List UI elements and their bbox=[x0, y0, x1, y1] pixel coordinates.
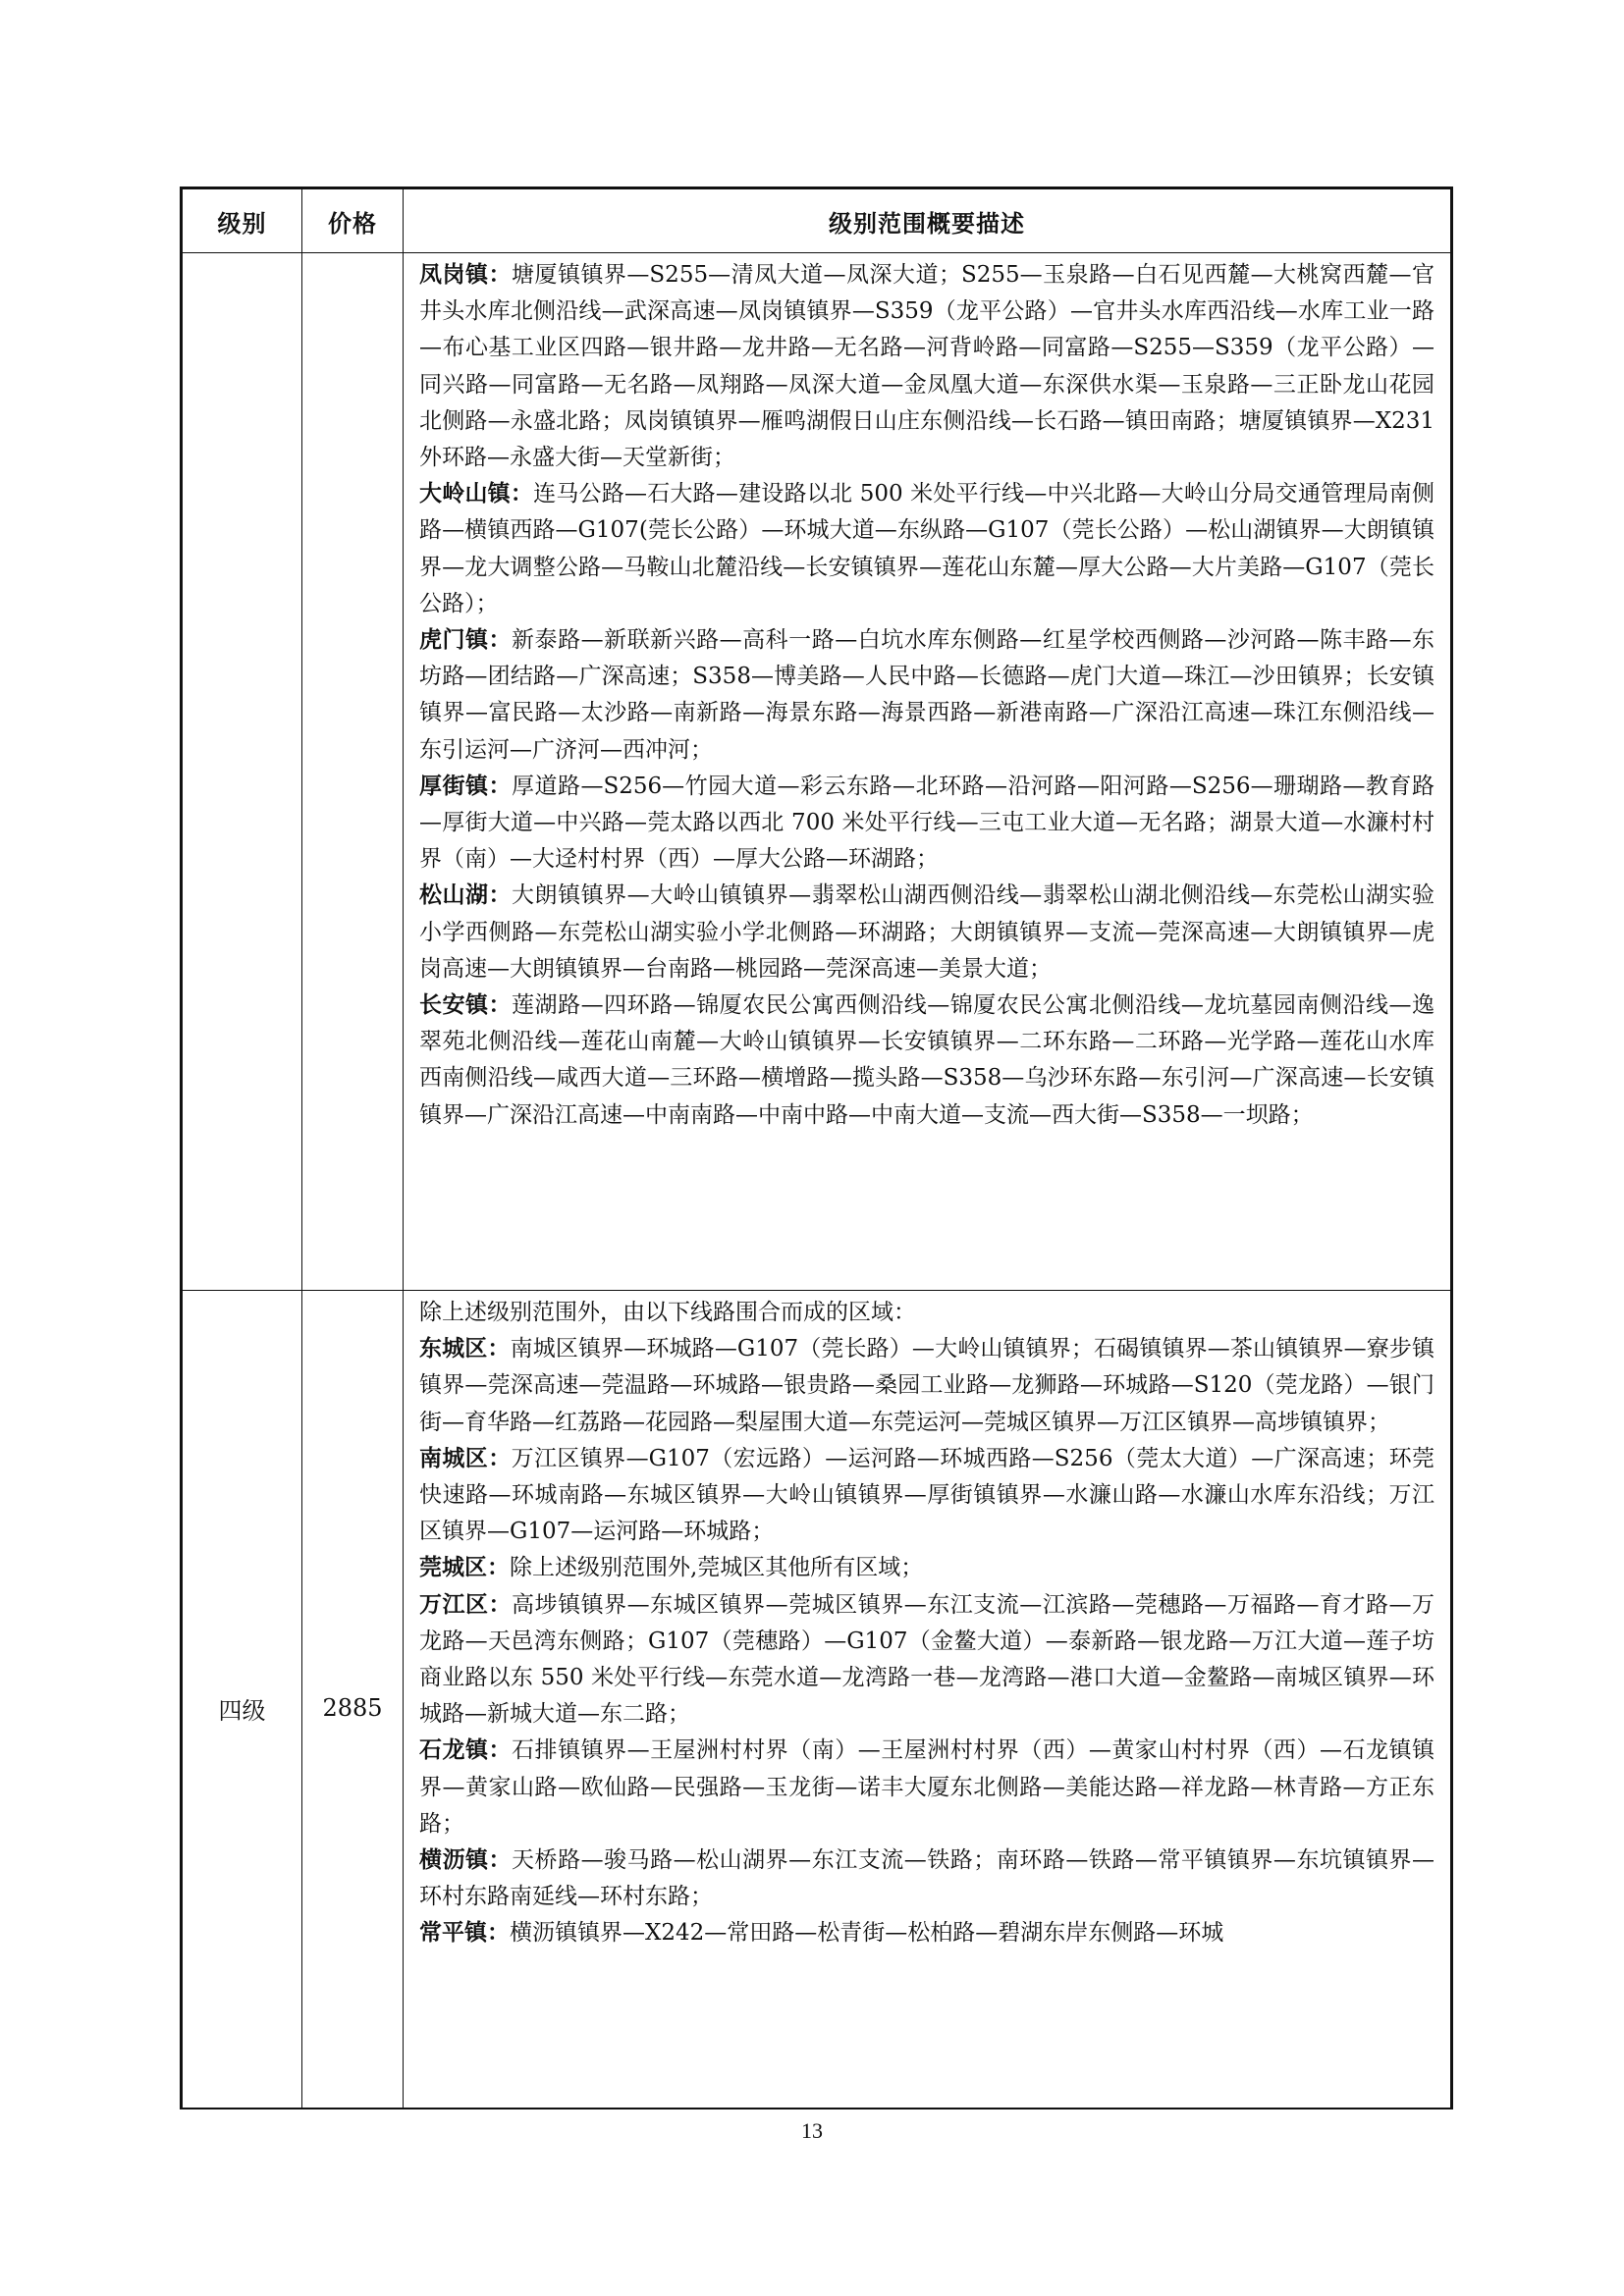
town-name: 长安镇： bbox=[419, 992, 513, 1019]
town-name: 凤岗镇： bbox=[419, 262, 512, 288]
boundary-text: 高埗镇镇界—东城区镇界—莞城区镇界—东江支流—江滨路—莞穗路—万福路—育才路—万龙路—天邑湾东侧路；G107（莞穗路）—G107（金鳌大道）—泰新路—银龙路—万江大道—莲子坊商业路以东 550 米处平行线—东莞水道—龙湾路一巷—龙湾路—港口大道—金鳌路—南城区镇界—环城路—新城大道—东二路； bbox=[419, 1591, 1435, 1728]
boundary-text: 除上述级别范围外，由以下线路围合而成的区域： bbox=[419, 1300, 916, 1325]
area-entry bbox=[419, 1441, 1435, 1551]
header-row bbox=[183, 189, 1451, 253]
boundary-text: 南城区镇界—环城路—G107（莞长路）—大岭山镇镇界；石碣镇镇界—茶山镇镇界—寮步镇镇界—莞深高速—莞温路—环城路—银贵路—桑园工业路—龙狮路—环城路—S120（莞龙路）—银门街—育华路—红荔路—花园路—梨屋围大道—东莞运河—莞城区镇界—万江区镇界—高埗镇镇界； bbox=[419, 1336, 1435, 1435]
area-entry bbox=[419, 769, 1435, 879]
boundary-text: 大朗镇镇界—大岭山镇镇界—翡翠松山湖西侧沿线—翡翠松山湖北侧沿线—东莞松山湖实验小学西侧路—东莞松山湖实验小学北侧路—环湖路；大朗镇镇界—支流—莞深高速—大朗镇镇界—虎岗高速—大朗镇镇界—台南路—桃园路—莞深高速—美景大道； bbox=[419, 882, 1435, 982]
header-price: 价格 bbox=[302, 189, 404, 253]
boundary-text: 石排镇镇界—王屋洲村村界（南）—王屋洲村村界（西）—黄家山村村界（西）—石龙镇镇界—黄家山路—欧仙路—民强路—玉龙街—诺丰大厦东北侧路—美能达路—祥龙路—林青路—方正东路； bbox=[419, 1737, 1435, 1837]
town-name: 莞城区： bbox=[419, 1555, 510, 1581]
town-name: 万江区： bbox=[419, 1591, 513, 1618]
area-entry-intro bbox=[419, 1295, 1435, 1331]
boundary-text: 万江区镇界—G107（宏远路）—运河路—环城西路—S256（莞太大道）—广深高速；环莞快速路—环城南路—东城区镇界—大岭山镇镇界—厚街镇镇界—水濂山路—水濂山水库东沿线；万江区镇界—G107—运河路—环城路； bbox=[419, 1445, 1435, 1545]
town-name: 厚街镇： bbox=[419, 773, 512, 799]
area-entry bbox=[419, 1331, 1435, 1441]
level-cell bbox=[183, 253, 302, 1291]
table-row bbox=[183, 1291, 1451, 2110]
area-entry bbox=[419, 622, 1435, 769]
boundary-text: 塘厦镇镇界—S255—清凤大道—凤深大道；S255—玉泉路—白石见西麓—大桃窝西麓—官井头水库北侧沿线—武深高速—凤岗镇镇界—S359（龙平公路）—官井头水库西沿线—水库工业一路—布心基工业区四路—银井路—龙井路—无名路—河背岭路—同富路—S255—S359（龙平公路）—同兴路—同富路—无名路—凤翔路—凤深大道—金凤凰大道—东深供水渠—玉泉路—三正卧龙山花园北侧路—永盛北路；凤岗镇镇界—雁鸣湖假日山庄东侧沿线—长石路—镇田南路；塘厦镇镇界—X231 外环路—永盛大街—天堂新街； bbox=[419, 262, 1435, 471]
area-entry bbox=[419, 1733, 1435, 1842]
town-name: 常平镇： bbox=[419, 1920, 510, 1947]
description-cell bbox=[404, 253, 1451, 1291]
town-name: 横沥镇： bbox=[419, 1847, 513, 1874]
area-entry bbox=[419, 878, 1435, 988]
town-name: 南城区： bbox=[419, 1445, 512, 1471]
town-name: 松山湖： bbox=[419, 882, 513, 909]
grade-table bbox=[182, 188, 1451, 2109]
header-level: 级别 bbox=[183, 189, 302, 253]
area-entry bbox=[419, 257, 1435, 476]
boundary-text: 横沥镇镇界—X242—常田路—松青街—松柏路—碧湖东岸东侧路—环城 bbox=[510, 1920, 1224, 1947]
level-cell: 四级 bbox=[183, 1291, 302, 2110]
boundary-text: 莲湖路—四环路—锦厦农民公寓西侧沿线—锦厦农民公寓北侧沿线—龙坑墓园南侧沿线—逸翠苑北侧沿线—莲花山南麓—大岭山镇镇界—长安镇镇界—二环东路—二环路—光学路—莲花山水库西南侧沿线—咸西大道—三环路—横增路—揽头路—S358—乌沙环东路—东引河—广深高速—长安镇镇界—广深沿江高速—中南南路—中南中路—中南大道—支流—西大街—S358—一坝路； bbox=[419, 992, 1435, 1128]
table-row bbox=[183, 253, 1451, 1291]
area-entry bbox=[419, 1842, 1435, 1915]
area-entry bbox=[419, 1587, 1435, 1734]
boundary-text: 新泰路—新联新兴路—高科一路—白坑水库东侧路—红星学校西侧路—沙河路—陈丰路—东坊路—团结路—广深高速；S358—博美路—人民中路—长德路—虎门大道—珠江—沙田镇界；长安镇镇界—富民路—太沙路—南新路—海景东路—海景西路—新港南路—广深沿江高速—珠江东侧沿线—东引运河—广济河—西冲河； bbox=[419, 627, 1435, 763]
page-number: 13 bbox=[801, 2118, 823, 2143]
town-name: 虎门镇： bbox=[419, 627, 513, 654]
town-name: 东城区： bbox=[419, 1336, 511, 1362]
town-name: 大岭山镇： bbox=[419, 481, 534, 507]
price-cell bbox=[302, 253, 404, 1291]
price-cell: 2885 bbox=[302, 1291, 404, 2110]
area-entry bbox=[419, 1550, 1435, 1586]
area-entry bbox=[419, 1915, 1435, 1951]
boundary-text: 天桥路—骏马路—松山湖界—东江支流—铁路；南环路—铁路—常平镇镇界—东坑镇镇界—环村东路南延线—环村东路； bbox=[419, 1847, 1435, 1910]
description-cell bbox=[404, 1291, 1451, 2110]
land-grade-table bbox=[180, 187, 1453, 2109]
header-description: 级别范围概要描述 bbox=[404, 189, 1451, 253]
town-name: 石龙镇： bbox=[419, 1737, 513, 1764]
boundary-text: 厚道路—S256—竹园大道—彩云东路—北环路—沿河路—阳河路—S256—珊瑚路—教育路—厚街大道—中兴路—莞太路以西北 700 米处平行线—三屯工业大道—无名路；湖景大道—水濂村村界（南）—大迳村村界（西）—厚大公路—环湖路； bbox=[419, 773, 1435, 873]
boundary-text: 连马公路—石大路—建设路以北 500 米处平行线—中兴北路—大岭山分局交通管理局南侧路—横镇西路—G107(莞长公路）—环城大道—东纵路—G107（莞长公路）—松山湖镇界—大朗镇镇界—龙大调整公路—马鞍山北麓沿线—长安镇镇界—莲花山东麓—厚大公路—大片美路—G107（莞长公路）； bbox=[419, 481, 1435, 616]
area-entry bbox=[419, 988, 1435, 1134]
area-entry bbox=[419, 476, 1435, 622]
boundary-text: 除上述级别范围外,莞城区其他所有区域； bbox=[510, 1555, 924, 1581]
